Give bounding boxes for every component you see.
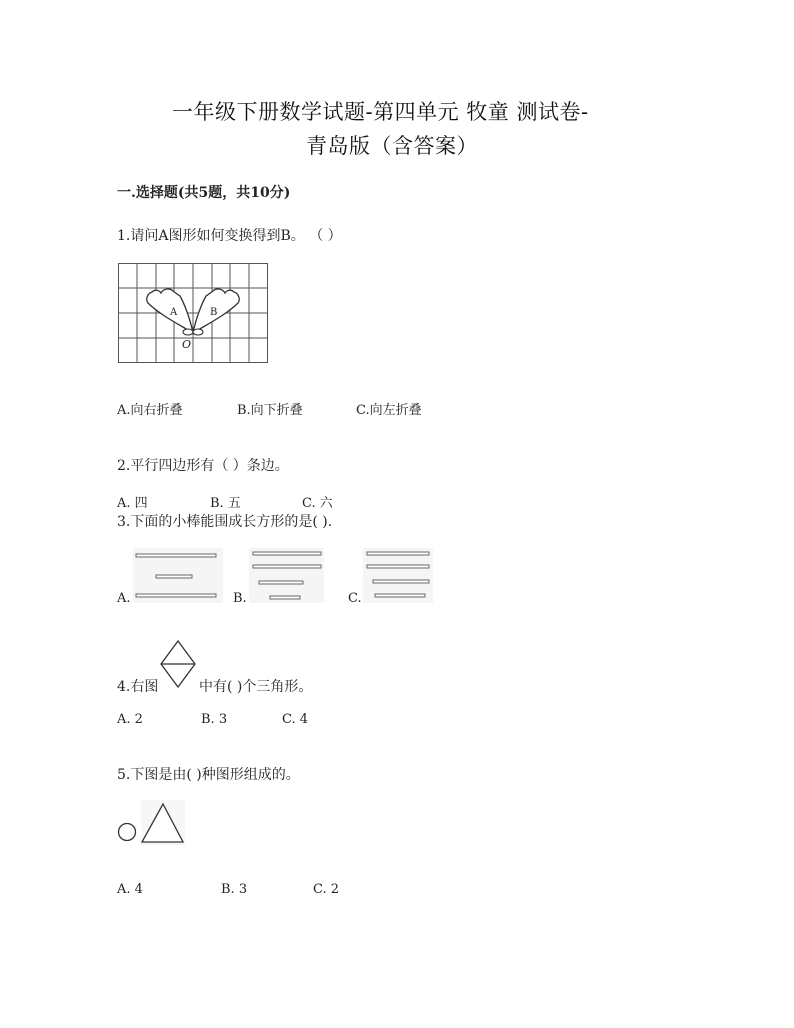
grid	[118, 263, 268, 363]
question-1-figure	[118, 263, 268, 363]
question-5-option-c[interactable]: C. 2	[313, 882, 340, 897]
question-3-sticks-b	[249, 548, 324, 603]
question-1-option-c[interactable]: C.向左折叠	[356, 403, 422, 418]
question-2-stem: 2.平行四边形有（ ）条边。	[117, 458, 289, 474]
question-4-stem-suffix: 中有( )个三角形。	[199, 679, 313, 695]
question-3-sticks-a	[133, 548, 223, 603]
question-3-stem: 3.下面的小棒能围成长方形的是( ).	[117, 514, 333, 530]
question-3-option-a[interactable]: A.	[117, 591, 131, 606]
page-title-line2: 青岛版（含答案）	[306, 134, 478, 158]
label-a: A	[170, 307, 178, 318]
question-4-option-b[interactable]: B. 3	[201, 712, 228, 727]
page-title-line1: 一年级下册数学试题-第四单元 牧童 测试卷-	[172, 100, 589, 124]
question-5-stem: 5.下图是由( )种图形组成的。	[117, 767, 300, 783]
question-1-option-b[interactable]: B.向下折叠	[237, 403, 303, 418]
question-2-option-a[interactable]: A. 四	[117, 496, 148, 511]
question-1-stem: 1.请问A图形如何变换得到B。 （ ）	[117, 228, 342, 244]
question-3-sticks-c	[363, 548, 433, 603]
question-3-option-b[interactable]: B.	[233, 591, 247, 606]
question-5-shapes-figure	[117, 800, 187, 846]
label-b: B	[210, 307, 218, 318]
question-4-diamond-figure	[160, 640, 196, 688]
question-1-option-a[interactable]: A.向右折叠	[117, 403, 183, 418]
question-4-option-a[interactable]: A. 2	[117, 712, 143, 727]
question-5-option-a[interactable]: A. 4	[117, 882, 143, 897]
question-2-option-b[interactable]: B. 五	[210, 496, 241, 511]
question-3-option-c[interactable]: C.	[348, 591, 362, 606]
question-4-option-c[interactable]: C. 4	[282, 712, 309, 727]
question-2-option-c[interactable]: C. 六	[302, 496, 333, 511]
question-5-option-b[interactable]: B. 3	[221, 882, 248, 897]
label-o: O	[182, 338, 192, 351]
section-heading: 一.选择题(共5题，共10分)	[117, 185, 291, 201]
question-4-stem-prefix: 4.右图	[117, 679, 159, 695]
